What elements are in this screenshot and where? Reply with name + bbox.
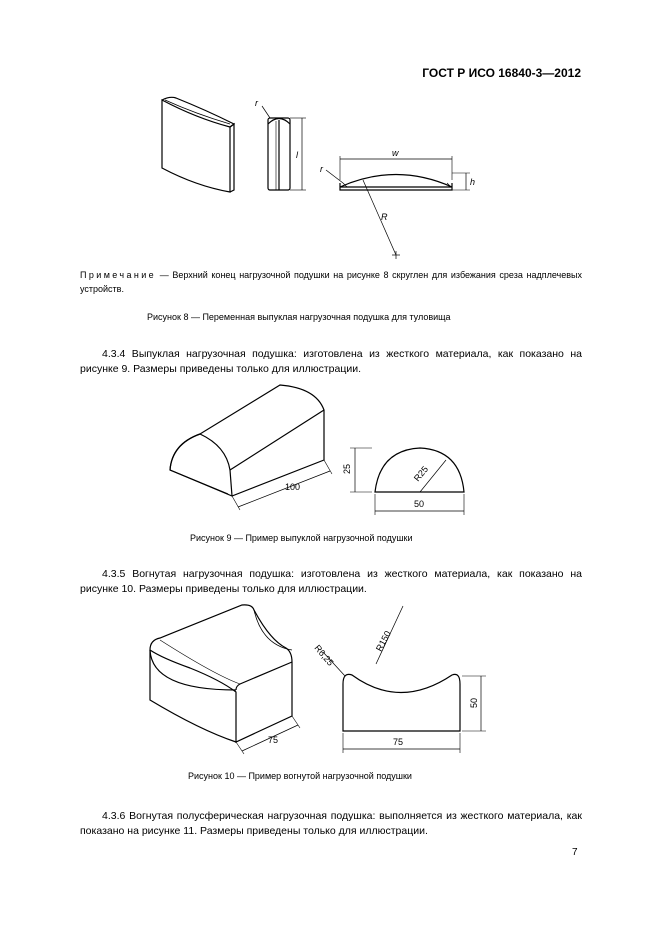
fig10-dim-radius: R150 xyxy=(373,629,393,653)
fig8-label-R: R xyxy=(381,212,388,222)
fig9-dim-length: 100 xyxy=(285,482,301,492)
fig8-label-h: h xyxy=(470,177,476,187)
section-4-3-6 xyxy=(80,809,582,838)
note-label: Примечание xyxy=(80,270,157,280)
fig10-dim-height: 50 xyxy=(469,697,479,708)
fig10-dim-width: 75 xyxy=(393,737,404,747)
figure-9-caption: Рисунок 9 — Пример выпуклой нагрузочной подушки xyxy=(190,533,413,543)
fig9-dim-width: 50 xyxy=(414,499,425,509)
fig10-dim-corner-radius: R6,25 xyxy=(312,642,336,668)
fig8-label-l: l xyxy=(296,150,298,160)
document-header: ГОСТ Р ИСО 16840-3—2012 xyxy=(422,66,581,80)
fig8-label-w: w xyxy=(392,148,399,158)
fig10-dim-length: 75 xyxy=(268,735,279,745)
note-text: — Верхний конец нагрузочной подушки на рисунке 8 скруглен для избежания среза надплечевых устройств. xyxy=(80,270,582,294)
section-4-3-6-text: 4.3.6 Вогнутая полусферическая нагрузочная подушка: выполняется из жесткого материала, как показано на рисунке 11. Размеры приведены только для иллюстрации. xyxy=(80,810,582,837)
fig8-label-r-left: r xyxy=(255,98,258,108)
section-4-3-4-text: 4.3.4 Выпуклая нагрузочная подушка: изготовлена из жесткого материала, как показано на рисунке 9. Размеры приведены только для иллюстрации. xyxy=(80,348,582,375)
figure-10-caption: Рисунок 10 — Пример вогнутой нагрузочной подушки xyxy=(188,771,412,781)
section-4-3-5-text: 4.3.5 Вогнутая нагрузочная подушка: изготовлена из жесткого материала, как показано на рисунке 10. Размеры приведены только для иллюстрации. xyxy=(80,568,582,595)
fig9-dim-height: 25 xyxy=(342,463,352,474)
figure-8-caption: Рисунок 8 — Переменная выпуклая нагрузочная подушка для туловища xyxy=(147,312,451,322)
fig8-label-r-right: r xyxy=(320,164,323,174)
page-number: 7 xyxy=(572,847,578,858)
fig9-dim-radius: R25 xyxy=(411,464,431,484)
